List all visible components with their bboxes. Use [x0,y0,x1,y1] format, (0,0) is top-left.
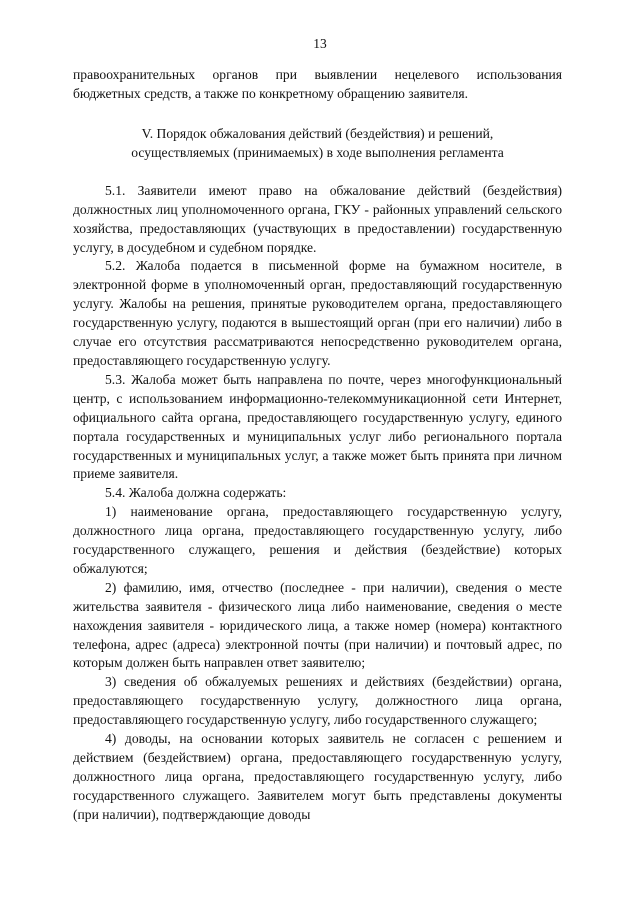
paragraph-5-3: 5.3. Жалоба может быть направлена по почте, через многофункциональный центр, с использованием информационно-телекоммуникационной сети Интернет, официального сайта органа, предоставляющего государственную услугу, единого портала государственных и муниципальных услуг либо регионального портала государственных и муниципальных услуг, а также может быть принята при личном приеме заявителя. [73,371,562,482]
intro-paragraph: правоохранительных органов при выявлении нецелевого использования бюджетных средств, а также по конкретному обращению заявителя. [73,67,562,101]
list-item-3: 3) сведения об обжалуемых решениях и действиях (бездействии) органа, предоставляющего государственную услугу, должностного лица органа, предоставляющего государственную услугу, либо государственного служащего; [73,674,562,728]
paragraph-5-2: 5.2. Жалоба подается в письменной форме на бумажном носителе, в электронной форме в уполномоченный орган, предоставляющий государственную услугу. Жалобы на решения, принятые руководителем органа, предоставляющего государственную услугу, подаются в вышестоящий орган (при его наличии) либо в случае его отсутствия рассматриваются непосредственно руководителем органа, предоставляющего государственную услугу. [73,258,562,368]
page-number: 13 [313,36,327,51]
list-item-2: 2) фамилию, имя, отчество (последнее - при наличии), сведения о месте жительства заявителя - физического лица либо наименование, сведения о месте нахождения заявителя - юридического лица, а также номер (номера) контактного телефона, адрес (адреса) электронной почты (при наличии) и почтовый адрес, по которым должен быть направлен ответ заявителю; [73,579,562,671]
paragraph-5-1: 5.1. Заявители имеют право на обжалование действий (бездействия) должностных лиц уполномоченного органа, ГКУ - районных управлений сельского хозяйства, предоставляющих (участвующих в предоставлении) государственную услугу, в досудебном и судебном порядке. [73,182,562,255]
list-item-1: 1) наименование органа, предоставляющего государственную услугу, должностного лица органа, предоставляющего государственную услугу, либо государственного служащего, решения и действия (бездействие) которых обжалуются; [73,504,562,576]
list-item-4: 4) доводы, на основании которых заявитель не согласен с решением и действием (бездействием) органа, предоставляющего государственную услугу, должностного лица органа, предоставляющего государственную услугу, либо государственного служащего. Заявителем могут быть представлены документы (при наличии), подтверждающие доводы [73,731,562,822]
paragraph-5-4: 5.4. Жалоба должна содержать: [105,485,287,501]
document-body [73,66,562,825]
section-heading [73,124,562,162]
section-heading-line2: осуществляемых (принимаемых) в ходе выполнения регламента [131,144,504,160]
section-heading-line1: V. Порядок обжалования действий (бездействия) и решений, [141,125,494,141]
